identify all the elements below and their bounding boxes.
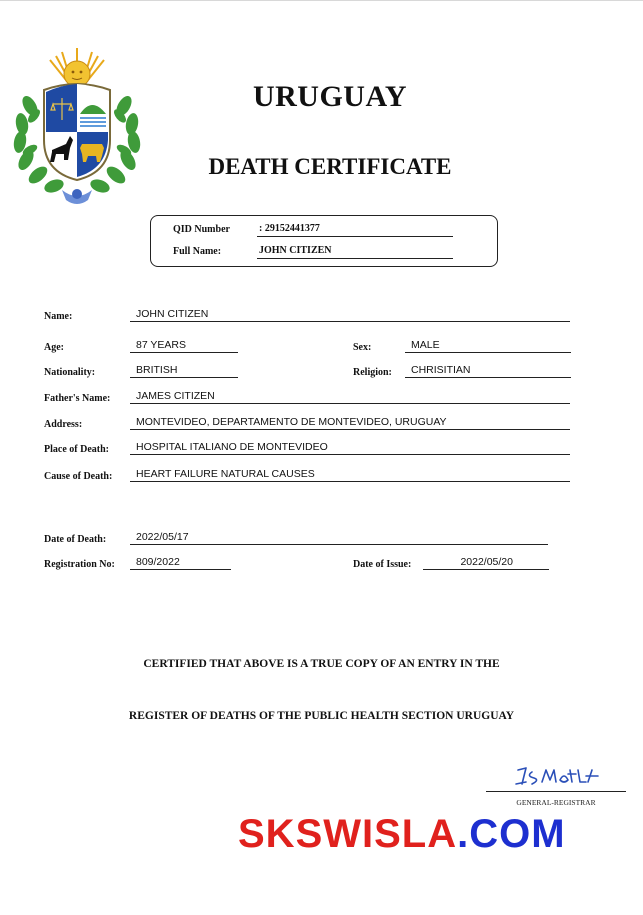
certification-line-1: CERTIFIED THAT ABOVE IS A TRUE COPY OF AN ENTRY IN THE bbox=[143, 658, 500, 670]
date-of-death-value: 2022/05/17 bbox=[130, 531, 548, 545]
date-of-issue-value: 2022/05/20 bbox=[423, 556, 549, 570]
address-label: Address: bbox=[44, 419, 83, 430]
age-label: Age: bbox=[44, 342, 64, 353]
name-label: Name: bbox=[44, 311, 73, 322]
watermark-brand: SKSWISLA bbox=[238, 812, 458, 856]
nationality-label: Nationality: bbox=[44, 367, 96, 378]
signature-line bbox=[486, 791, 626, 792]
page-edge bbox=[0, 0, 643, 1]
registration-number-value: 809/2022 bbox=[130, 556, 231, 570]
country-title: URUGUAY bbox=[252, 80, 408, 113]
fathers-name-value: JAMES CITIZEN bbox=[130, 390, 570, 404]
name-value: JOHN CITIZEN bbox=[130, 308, 570, 322]
cause-of-death-label: Cause of Death: bbox=[44, 471, 113, 482]
date-of-issue-label: Date of Issue: bbox=[353, 559, 412, 570]
place-of-death-value: HOSPITAL ITALIANO DE MONTEVIDEO bbox=[130, 441, 570, 455]
address-value: MONTEVIDEO, DEPARTAMENTO DE MONTEVIDEO, URUGUAY bbox=[130, 416, 570, 430]
certification-line-2: REGISTER OF DEATHS OF THE PUBLIC HEALTH SECTION URUGUAY bbox=[128, 710, 515, 722]
fathers-name-label: Father's Name: bbox=[44, 393, 111, 404]
qid-label: QID Number bbox=[173, 224, 230, 235]
registration-number-label: Registration No: bbox=[44, 559, 115, 570]
cause-of-death-value: HEART FAILURE NATURAL CAUSES bbox=[130, 468, 570, 482]
religion-label: Religion: bbox=[353, 367, 392, 378]
nationality-value: BRITISH bbox=[130, 364, 238, 378]
fullname-value: JOHN CITIZEN bbox=[257, 244, 453, 259]
date-of-death-label: Date of Death: bbox=[44, 534, 107, 545]
registrar-role: GENERAL-REGISTRAR bbox=[516, 798, 596, 807]
place-of-death-label: Place of Death: bbox=[44, 444, 109, 455]
document-title: DEATH CERTIFICATE bbox=[208, 154, 452, 179]
watermark-domain: .COM bbox=[457, 812, 566, 856]
sex-value: MALE bbox=[405, 339, 571, 353]
id-box bbox=[150, 215, 498, 267]
registrar-signature bbox=[512, 762, 602, 790]
sex-label: Sex: bbox=[353, 342, 372, 353]
religion-value: CHRISITIAN bbox=[405, 364, 571, 378]
qid-value: : 29152441377 bbox=[257, 222, 453, 237]
fullname-label: Full Name: bbox=[173, 246, 222, 257]
coat-of-arms-emblem bbox=[8, 44, 146, 208]
age-value: 87 YEARS bbox=[130, 339, 238, 353]
watermark bbox=[238, 812, 566, 857]
